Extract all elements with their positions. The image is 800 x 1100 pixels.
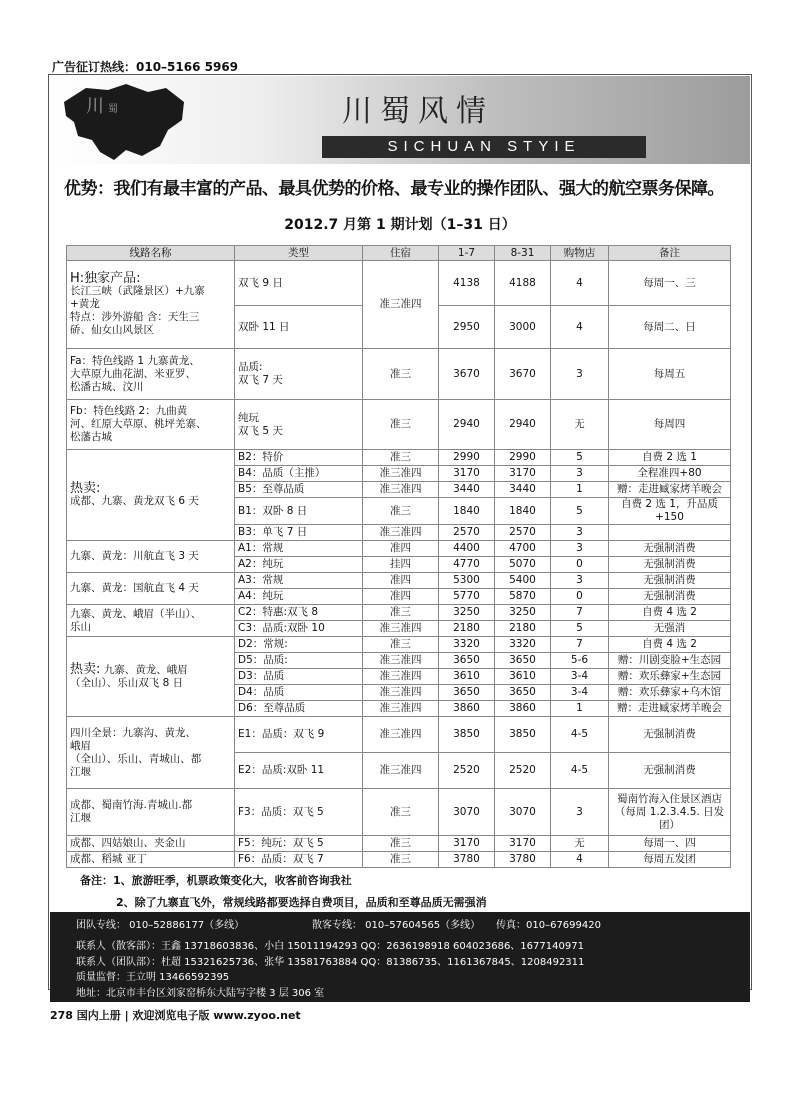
table-row [67, 789, 731, 836]
price-8-31: 2520 [495, 753, 551, 789]
lodging: 准三准四 [363, 669, 439, 685]
price-1-7: 2990 [439, 450, 495, 466]
team-hotline: 团队专线： 010–52886177（多线） [76, 920, 245, 931]
shop-count: 4 [551, 852, 609, 868]
route-name: Fb：特色线路 2：九曲黄 河、红原大草原、桃坪羌寨、 松藩古城 [67, 400, 235, 450]
price-8-31: 3850 [495, 717, 551, 753]
route-type: D4：品质 [235, 685, 363, 701]
route-type: A1：常规 [235, 541, 363, 557]
lodging: 准三准四 [363, 701, 439, 717]
price-1-7: 4138 [439, 261, 495, 306]
col-header: 住宿 [363, 246, 439, 261]
price-1-7: 3440 [439, 482, 495, 498]
lodging: 准三 [363, 400, 439, 450]
note: 无强制消费 [609, 589, 731, 605]
lodging: 准三 [363, 852, 439, 868]
price-1-7: 3850 [439, 717, 495, 753]
col-header: 1-7 [439, 246, 495, 261]
note: 自费 4 选 2 [609, 637, 731, 653]
price-8-31: 3610 [495, 669, 551, 685]
route-name: 热卖: 九寨、黄龙、峨眉 （全山）、乐山双飞 8 日 [67, 637, 235, 717]
price-8-31: 3670 [495, 349, 551, 400]
shop-count: 3 [551, 349, 609, 400]
price-8-31: 2940 [495, 400, 551, 450]
col-header: 线路名称 [67, 246, 235, 261]
contact-individual: 联系人（散客部）：王鑫 13718603836、小白 15011194293 QQ：2636198918 604023686、1677140971 [76, 941, 584, 952]
map-label-small: 蜀 [108, 104, 118, 115]
table-header-row [67, 246, 731, 261]
price-8-31: 3320 [495, 637, 551, 653]
shop-count: 3 [551, 525, 609, 541]
note-1: 备注：1、旅游旺季，机票政策变化大，收客前咨询我社 [80, 874, 352, 887]
price-1-7: 2180 [439, 621, 495, 637]
route-type: C2：特惠:双飞 8 [235, 605, 363, 621]
route-name: 成都、四姑娘山、夹金山 [67, 836, 235, 852]
individual-hotline: 散客专线： 010–57604565（多线） [312, 920, 481, 931]
quality-supervision: 质量监督：王立明 13466592395 [76, 972, 230, 983]
note: 无强制消费 [609, 541, 731, 557]
lodging: 准三 [363, 605, 439, 621]
lodging: 准三准四 [363, 482, 439, 498]
col-header: 备注 [609, 246, 731, 261]
shop-count: 3 [551, 573, 609, 589]
route-type: A4：纯玩 [235, 589, 363, 605]
col-header: 类型 [235, 246, 363, 261]
shop-count: 7 [551, 605, 609, 621]
note: 赠：欢乐彝家+生态园 [609, 669, 731, 685]
lodging: 准三 [363, 349, 439, 400]
col-header: 购物店 [551, 246, 609, 261]
table-row [67, 450, 731, 466]
route-type: B5：至尊品质 [235, 482, 363, 498]
route-type: A2：纯玩 [235, 557, 363, 573]
route-type: 纯玩 双飞 5 天 [235, 400, 363, 450]
shop-count: 4-5 [551, 717, 609, 753]
map-label-big: 川 [86, 96, 104, 117]
shop-count: 5 [551, 621, 609, 637]
shop-count: 3 [551, 466, 609, 482]
route-type: 品质: 双飞 7 天 [235, 349, 363, 400]
price-1-7: 3650 [439, 685, 495, 701]
route-name: 热卖: 成都、九寨、黄龙双飞 6 天 [67, 450, 235, 541]
brand-title-cn: 川蜀风情 [342, 94, 494, 129]
price-8-31: 3440 [495, 482, 551, 498]
shop-count: 5 [551, 450, 609, 466]
price-1-7: 2520 [439, 753, 495, 789]
note: 每周二、日 [609, 306, 731, 349]
price-8-31: 2180 [495, 621, 551, 637]
route-name: 九寨、黄龙：国航直飞 4 天 [67, 573, 235, 605]
contact-panel [50, 912, 750, 1002]
lodging: 准三 [363, 450, 439, 466]
price-8-31: 3170 [495, 466, 551, 482]
lodging: 准四 [363, 589, 439, 605]
note: 自费 2 选 1 [609, 450, 731, 466]
price-8-31: 5400 [495, 573, 551, 589]
price-8-31: 2990 [495, 450, 551, 466]
route-name: 九寨、黄龙、峨眉（半山）、 乐山 [67, 605, 235, 637]
note: 蜀南竹海入住景区酒店 （每周 1.2.3.4.5. 日发 团） [609, 789, 731, 836]
price-8-31: 3250 [495, 605, 551, 621]
price-8-31: 3170 [495, 836, 551, 852]
lodging: 准三 [363, 789, 439, 836]
shop-count: 4 [551, 306, 609, 349]
table-row [67, 852, 731, 868]
route-type: D6：至尊品质 [235, 701, 363, 717]
shop-count: 4 [551, 261, 609, 306]
shop-count: 5-6 [551, 653, 609, 669]
price-1-7: 3670 [439, 349, 495, 400]
table-row [67, 541, 731, 557]
price-8-31: 2570 [495, 525, 551, 541]
table-row [67, 400, 731, 450]
note: 赠：欢乐彝家+乌木馆 [609, 685, 731, 701]
slogan: 优势：我们有最丰富的产品、最具优势的价格、最专业的操作团队、强大的航空票务保障。 [64, 179, 724, 199]
route-type: B3：单飞 7 日 [235, 525, 363, 541]
route-type: C3：品质:双卧 10 [235, 621, 363, 637]
price-1-7: 3170 [439, 466, 495, 482]
route-type: F3：品质：双飞 5 [235, 789, 363, 836]
note: 无强制消费 [609, 753, 731, 789]
route-type: B2：特价 [235, 450, 363, 466]
price-8-31: 3650 [495, 685, 551, 701]
shop-count: 3 [551, 789, 609, 836]
table-row [67, 573, 731, 589]
col-header: 8-31 [495, 246, 551, 261]
lodging: 准三准四 [363, 466, 439, 482]
price-8-31: 3000 [495, 306, 551, 349]
route-name: Fa：特色线路 1 九寨黄龙、 大草原九曲花湖、米亚罗、 松潘古城、汶川 [67, 349, 235, 400]
price-1-7: 3780 [439, 852, 495, 868]
price-1-7: 2570 [439, 525, 495, 541]
lodging: 准三准四 [363, 653, 439, 669]
price-8-31: 4700 [495, 541, 551, 557]
shop-count: 1 [551, 482, 609, 498]
shop-count: 5 [551, 498, 609, 525]
note: 每周一、四 [609, 836, 731, 852]
price-1-7: 3170 [439, 836, 495, 852]
note: 无强消 [609, 621, 731, 637]
note: 自费 4 选 2 [609, 605, 731, 621]
price-1-7: 3320 [439, 637, 495, 653]
shop-count: 3-4 [551, 669, 609, 685]
price-8-31: 3780 [495, 852, 551, 868]
route-type: F6：品质：双飞 7 [235, 852, 363, 868]
lodging: 准四 [363, 573, 439, 589]
lodging: 准三 [363, 498, 439, 525]
note-2: 2、除了九寨直飞外，常规线路都要选择自费项目，品质和至尊品质无需强消 [116, 896, 487, 909]
lodging: 准四 [363, 541, 439, 557]
route-type: A3：常规 [235, 573, 363, 589]
lodging: 准三 [363, 637, 439, 653]
shop-count: 无 [551, 836, 609, 852]
note: 每周五发团 [609, 852, 731, 868]
route-name: 九寨、黄龙：川航直飞 3 天 [67, 541, 235, 573]
route-type: B4：品质（主推） [235, 466, 363, 482]
lodging: 准三 [363, 836, 439, 852]
note: 赠：川剧变脸+生态园 [609, 653, 731, 669]
price-1-7: 3250 [439, 605, 495, 621]
price-1-7: 3860 [439, 701, 495, 717]
note: 赠：走进臧家烤羊晚会 [609, 482, 731, 498]
shop-count: 4-5 [551, 753, 609, 789]
table-row [67, 836, 731, 852]
shop-count: 0 [551, 589, 609, 605]
lodging: 准三准四 [363, 685, 439, 701]
lodging: 准三准四 [363, 717, 439, 753]
sichuan-map-icon [56, 80, 196, 164]
price-1-7: 1840 [439, 498, 495, 525]
note: 每周四 [609, 400, 731, 450]
route-type: D5：品质: [235, 653, 363, 669]
lodging: 准三准四 [363, 753, 439, 789]
lodging: 准三准四 [363, 525, 439, 541]
fax: 传真：010–67699420 [496, 920, 601, 931]
route-type: 双卧 11 日 [235, 306, 363, 349]
price-8-31: 3650 [495, 653, 551, 669]
lodging: 挂四 [363, 557, 439, 573]
brand-title-en: SICHUAN STYIE [322, 136, 646, 158]
shop-count: 0 [551, 557, 609, 573]
price-8-31: 5070 [495, 557, 551, 573]
note: 每周五 [609, 349, 731, 400]
contact-team: 联系人（团队部）：杜超 15321625736、张华 13581763884 QQ：81386735、1161367845、1208492311 [76, 957, 585, 968]
price-8-31: 3860 [495, 701, 551, 717]
route-table [66, 245, 731, 868]
route-type: E1：品质：双飞 9 [235, 717, 363, 753]
route-type: B1：双卧 8 日 [235, 498, 363, 525]
route-name: 成都、稻城 亚丁 [67, 852, 235, 868]
note: 每周一、三 [609, 261, 731, 306]
route-name: 四川全景：九寨沟、黄龙、 峨眉 （全山）、乐山、青城山、都 江堰 [67, 717, 235, 789]
price-1-7: 4400 [439, 541, 495, 557]
ad-hotline: 广告征订热线：010–5166 5969 [52, 60, 239, 74]
lodging: 准三准四 [363, 621, 439, 637]
shop-count: 3-4 [551, 685, 609, 701]
price-8-31: 5870 [495, 589, 551, 605]
plan-title: 2012.7 月第 1 期计划（1–31 日） [284, 217, 516, 233]
note [609, 525, 731, 541]
table-row [67, 717, 731, 753]
note: 无强制消费 [609, 573, 731, 589]
price-1-7: 3070 [439, 789, 495, 836]
table-row [67, 261, 731, 306]
price-1-7: 2950 [439, 306, 495, 349]
price-1-7: 5300 [439, 573, 495, 589]
lodging: 准三准四 [363, 261, 439, 349]
note: 赠：走进臧家烤羊晚会 [609, 701, 731, 717]
note: 全程准四+80 [609, 466, 731, 482]
price-1-7: 4770 [439, 557, 495, 573]
route-type: E2：品质:双卧 11 [235, 753, 363, 789]
price-1-7: 2940 [439, 400, 495, 450]
shop-count: 3 [551, 541, 609, 557]
price-8-31: 1840 [495, 498, 551, 525]
price-1-7: 3610 [439, 669, 495, 685]
route-type: D3：品质 [235, 669, 363, 685]
price-1-7: 5770 [439, 589, 495, 605]
note: 无强制消费 [609, 717, 731, 753]
price-1-7: 3650 [439, 653, 495, 669]
route-type: 双飞 9 日 [235, 261, 363, 306]
route-name: H:独家产品: 长江三峡（武隆景区）+九寨 +黄龙 特点：涉外游船 含：天生三 硚、仙女山风景区 [67, 261, 235, 349]
price-8-31: 4188 [495, 261, 551, 306]
shop-count: 无 [551, 400, 609, 450]
route-type: F5：纯玩：双飞 5 [235, 836, 363, 852]
shop-count: 7 [551, 637, 609, 653]
note: 无强制消费 [609, 557, 731, 573]
note: 自费 2 选 1，升品质+150 [609, 498, 731, 525]
shop-count: 1 [551, 701, 609, 717]
page-footer: 278 国内上册 | 欢迎浏览电子版 www.zyoo.net [50, 1009, 301, 1022]
price-8-31: 3070 [495, 789, 551, 836]
table-row [67, 349, 731, 400]
route-type: D2：常规: [235, 637, 363, 653]
route-name: 成都、蜀南竹海.青城山.都 江堰 [67, 789, 235, 836]
table-row [67, 637, 731, 653]
table-row [67, 605, 731, 621]
address: 地址：北京市丰台区刘家窑桥东大陆写字楼 3 层 306 室 [76, 988, 325, 999]
